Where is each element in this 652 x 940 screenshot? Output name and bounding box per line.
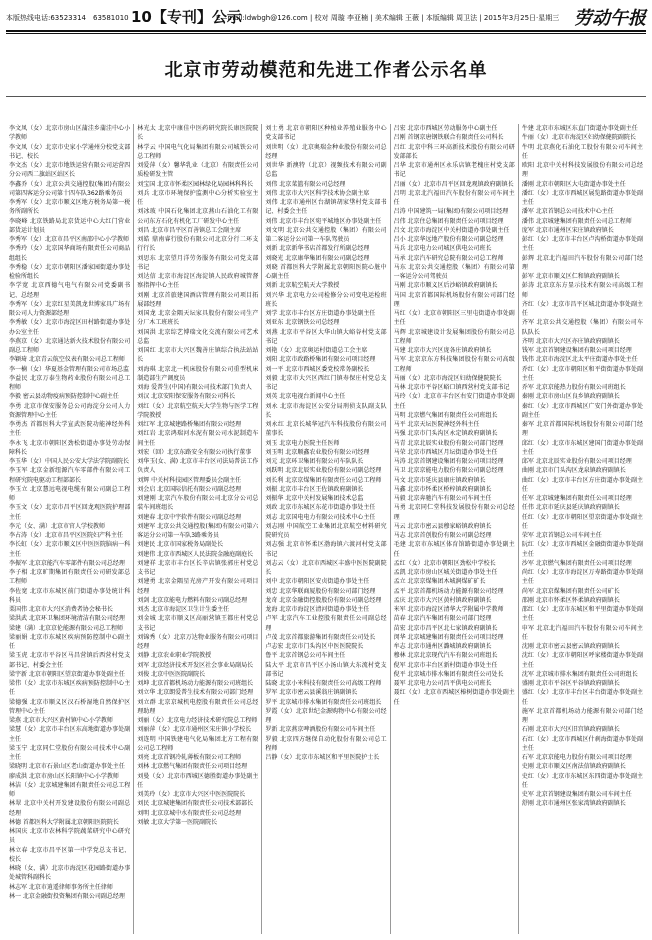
name-entry: 李秀军（女）北京市顺义区地方税务局第一税务所副所长 (9, 199, 131, 216)
name-entry: 刘中 北京市朝阳区安贞街道办事处主任 (265, 578, 370, 586)
name-entry: 潘红（女）北京市西城区展览路街道办事处副主任 (521, 189, 644, 206)
name-entry: 沈红（女）北京市朝阳区呼家楼街道办事处副主任 (521, 652, 644, 669)
name-entry: 梁玉宁 北京同仁堂股份有限公司技术中心副主任 (9, 744, 131, 761)
name-entry: 马强 北京市门头沟区永定镇政府副镇长 (393, 430, 498, 438)
name-entry: 马兵 北京电力公司城区供电公司班长 (393, 245, 492, 253)
name-entry: 刘新 北京航空航天大学教授 (265, 282, 340, 290)
name-entry: 刘国红 北京市大兴区魏善庄镇综合执法站站长 (137, 347, 259, 364)
name-entry: 李益民 北京万泰生物药业股份有限公司总工程师 (9, 374, 131, 391)
name-entry: 刘一平 北京市西城区委党校常务副校长 (265, 365, 370, 373)
name-entry: 卢志宏 北京市门头沟区中医医院院长 (265, 643, 364, 650)
name-entry: 刘爱萍（女）馨华乳业（北京）有限责任公司质检研发主管 (137, 162, 259, 179)
title-divider (6, 96, 646, 97)
name-entry: 陆大平 北京市昌平区小汤山镇大东流村党支部书记 (265, 661, 387, 678)
name-entry: 林立春 北京市昌平区第一中学党总支书记、校长 (9, 846, 131, 863)
name-entry: 李秀军（女）北京市昌平区南邵中心小学教师 (9, 236, 130, 243)
name-entry: 马荣 北京市西城区月坛街道办事处主任 (393, 448, 498, 456)
name-entry: 梁晓明 北京市石景山区老山街道办事处主任 (9, 763, 125, 771)
name-entry: 李玉立 北京慧远电视电缆有限公司副总工程师 (9, 485, 131, 502)
name-entry: 吕涛 中国建筑一局(集团)有限公司项目经理 (393, 208, 509, 216)
name-entry: 林志军 北京市逍遥律师事务所主任律师 (9, 883, 113, 891)
name-entry: 申军 北京北汽福田汽车股份有限公司车间主任 (521, 624, 644, 641)
name-entry: 马鑫 北京市怀柔区桥梓镇政府副镇长 (393, 485, 492, 493)
name-entry: 刘新 北京新华书店首都发行所副总经理 (265, 245, 370, 253)
name-entry: 罗新 北京燕京啤酒股份有限公司车间主任 (265, 726, 376, 734)
name-entry: 李占涛（女）北京市昌平区医院妇产科主任 (9, 532, 124, 539)
name-entry: 刘伟 北京市大兴区科学技术协会副主席 (265, 189, 370, 197)
name-entry: 林翠 北京中关村开发建设股份有限公司副总经理 (9, 800, 131, 817)
name-entry: 邵红（女）北京市东城区和平里街道办事处副主任 (521, 606, 644, 623)
name-entry: 刘敏 北京大学第一医院副院长 (137, 818, 218, 826)
name-entry: 李秀玲（女）北京国华商场有限责任公司商品组组长 (9, 245, 131, 262)
name-entry: 刘亮 北京首钢冷轧薄板有限公司工程师 (137, 754, 242, 761)
name-entry: 刘剑 北京京能电力燃料有限公司副总经理 (137, 596, 248, 604)
name-entry: 聂军 北京电力公司昌平供电公司班长 (393, 680, 492, 687)
name-entry: 牛明 北京燕化石油化工股份有限公司车间主任 (521, 143, 644, 160)
name-entry: 刘文明 北京公共交通控股（集团）有限公司第二客运分公司第一车队驾驶员 (265, 226, 387, 243)
name-entry: 林光太 北京中康佳中医药研究院长康医院院长 (137, 125, 259, 142)
name-entry: 刘国洪 北京综艺博瑞文化交流有限公司艺术总监 (137, 328, 259, 345)
name-entry: 钱军 北京首钢建设集团有限公司项目经理 (521, 347, 632, 354)
name-entry: 欧阳 北京中关村科技发展股份有限公司总经理 (521, 162, 644, 179)
name-entry: 牛丽（女）北京市海淀区妇幼保健院副院长 (521, 134, 636, 142)
name-entry: 刘连明 中国铁建电气化局集团北方工程有限公司总工程师 (137, 735, 259, 752)
name-entry: 李玉文（女）北京市昌平区回龙观医院护理部主任 (9, 504, 131, 521)
name-entry: 梁慧（女）北京市丰台区东高地街道办事处副主任 (9, 726, 131, 743)
name-entry: 李玉华（女）中国人民公安大学法学院副院长 (9, 458, 130, 465)
name-entry: 刘曼（女）北京市西城区德胜街道办事处副主任 (137, 772, 259, 789)
name-entry: 秦刚 北京市房山区良乡镇政府副镇长 (521, 393, 620, 401)
name-entry: 梁伟（女）北京市东城区疾病预防控制中心主任 (9, 680, 131, 697)
name-entry: 罗军 北京市密云县溪翁庄镇副镇长 (265, 689, 358, 697)
name-entry: 刘宏（回）北京东路安全有限公司执行董事 (137, 448, 252, 456)
name-entry: 刘建军 北京公共交通控股(集团)有限公司第六客运分公司第一车队3路乘务员 (137, 522, 259, 539)
name-entry: 刘刚 北京首旅建国酒店管理有限公司项目拓展部经理 (137, 291, 259, 308)
notice-title: 北京市劳动模范和先进工作者公示名单 (164, 60, 488, 81)
section-name: 【专刊】公示 (151, 8, 242, 26)
name-entry: 梁洪武 北京环卫集团环境清洁有限公司经理 (9, 615, 125, 623)
name-entry: 李毅 密云县动物疫病预防控制中心副主任 (9, 393, 119, 401)
name-entry: 刘伟 北京市通州区台湖镇胡家垡村党支部书记、村委会主任 (265, 199, 387, 216)
name-entry: 李文杰（女）北京市地铁运营有限公司运营四分公司西二旗站区站区长 (9, 162, 131, 179)
name-entry: 乔军 北京京能热力股份有限公司班组长 (521, 384, 626, 391)
name-entry: 刘世明（女）北京奥瑞金种业股份有限公司总经理 (265, 143, 387, 160)
name-entry: 闵华 北京城建集团有限责任公司项目经理 (393, 633, 504, 641)
name-entry: 马东 北京公共交通控股（集团）有限公司第一客运分公司驾驶员 (393, 263, 515, 280)
name-entry: 史刚 北京市顺义区南法信镇政府副镇长 (521, 763, 626, 771)
name-entry: 李秀军（女）北京红星美凯龙世博家具广场有限公司人力资源部经理 (9, 300, 131, 317)
page-number: 10 (131, 8, 152, 26)
name-entry: 林学云 中国电气化局集团有限公司城铁公司总工程师 (137, 143, 259, 160)
name-entry: 刘皓 鼎南睿行股份有限公司北京分行二环支行行长 (137, 236, 259, 253)
name-entry: 刘红岩 北京鸿瑞河水泥有限公司水泥制造车间主任 (137, 430, 259, 447)
name-entry: 刘美玲（女）北京市大兴区中医医院院长 (137, 791, 246, 798)
name-entry: 李佐宽 北京市东城区前门街道办事处统计科科员 (9, 587, 131, 604)
name-entry: 吕丽（女）北京市昌平区回龙观镇政府副镇长 (393, 180, 514, 188)
name-entry: 秦军 北京首都国际机场股份有限公司部门经理 (521, 421, 644, 438)
name-entry: 阮红（女）北京市西城区金融街街道办事处副主任 (521, 541, 644, 558)
name-entry: 李鑫乔（女）北京公共交通控股(集团)有限公司第四客运分公司第十四车队362路乘务员 (9, 180, 131, 197)
name-entry: 刘亚东 北京钢铁公司总经理 (265, 319, 340, 327)
name-entry: 刘建祥 北京市丰台区长辛店镇张郭庄村党总支书记 (137, 559, 259, 576)
name-entry: 刘建民 北京市国家税务局副处长 (137, 541, 224, 549)
hotline-info: 本版热线电话:63523314 63581010 (6, 14, 129, 22)
name-entry: 刘伟 北京菜篮有限公司总经理 (265, 180, 346, 188)
name-entry: 刘民 北京城建集团有限责任公司技术部部长 (137, 800, 254, 808)
name-entry: 齐红（女）北京市昌平区城北街道办事处副主任 (521, 300, 644, 317)
name-entry: 刘世华 新澳特（北京）视频技术有限公司副总监 (265, 162, 387, 179)
name-entry: 孟庆 北京市大兴区黄村镇政府副镇长 (393, 596, 492, 604)
name-entry: 李长虹（女）北京市顺义区中医医院脑病一科主任 (9, 541, 131, 558)
name-entry: 李学宽 北京西德气电气有限公司党委副书记、总经理 (9, 282, 131, 299)
name-entry: 李文凤（女）北京市房山区蒲洼乡蒲洼中心小学教师 (9, 125, 131, 142)
name-entry: 廖成洪 北京市房山区长阳镇中心小学教师 (9, 772, 119, 780)
name-entry: 刘晓光 北京康华集团有限公司副总经理 (265, 254, 370, 262)
name-entry: 刘志刚 中国航空工业集团北京航空材料研究院研究员 (265, 522, 387, 539)
name-entry: 林一 北京金融街投资集团有限公司副总经理 (9, 892, 125, 900)
name-entry: 邱军 北京北辰实业股份有限公司项目经理 (521, 458, 632, 465)
name-entry: 苗宏 北京市昌平区北七家镇政府副镇长 (393, 624, 498, 632)
name-entry: 刘阳 北京市政路桥集团有限公司项目经理 (265, 356, 376, 364)
name-entry: 刘海琪 北京北一机床股份有限公司重型机床制造部生产调度员 (137, 365, 259, 382)
name-entry: 乔红（女）北京市朝阳区和平街街道办事处副主任 (521, 365, 644, 382)
name-entry: 曲刚 北京市门头沟区龙泉镇政府副镇长 (521, 467, 626, 475)
name-entry: 沈刚 北京市密云县密云镇政府副镇长 (521, 643, 620, 650)
name-entry: 马林 北京市平谷区峪口镇西营村党支部书记 (393, 384, 510, 391)
name-entry: 李玉军 北京金新纽源汽车零部件有限公司工程研究院电驱动工程部部长 (9, 467, 131, 484)
name-entry: 刘永红 北京长城华冠汽车科技股份有限公司董事长 (265, 421, 387, 438)
name-entry: 盛刚 北京市平谷区平谷镇政府副镇长 (521, 680, 620, 687)
name-entry: 李勇杰 首都医科大学宣武医院功能神经外科主任 (9, 421, 131, 438)
name-list-columns (6, 124, 646, 934)
name-entry: 马红（女）北京市朝阳区三里屯街道办事处副主任 (393, 310, 515, 327)
name-entry: 马云 北京市密云县穆家峪镇政府镇长 (393, 522, 492, 530)
name-entry: 刘辉 中关村科技园区管理委员会副主任 (137, 476, 242, 484)
name-entry: 潘刚 北京市朝阳区大屯街道办事处主任 (521, 180, 626, 188)
name-entry: 吕宏 北京市西城区劳动服务中心副主任 (393, 125, 498, 132)
name-entry: 刘忠 北京华联商厦股份有限公司部门经理 (265, 587, 376, 595)
name-entry: 罗平 北京城市排水集团有限责任公司班组长 (265, 698, 382, 706)
name-entry: 刘俊 北京中医医院副院长 (137, 670, 206, 678)
name-entry: 李永飞 北京市朝阳区劲松街道办事处劳动保障科长 (9, 439, 131, 456)
name-entry: 刘思东 北京望月洋劳务服务有限公司党支部书记 (137, 254, 259, 271)
name-entry: 梁宇新 北京市朝阳区望京街道办事处副主任 (9, 670, 125, 678)
name-entry: 梁燕 北京市大兴区黄村镇中心小学教师 (9, 717, 113, 724)
name-entry: 施军 北京首都机场动力能源有限公司部门经理 (521, 707, 644, 724)
name-entry: 彭辉 北京北汽福田汽车股份有限公司部门经理 (521, 254, 644, 271)
name-entry: 尚军 北京京煤集团有限责任公司矿长 (521, 587, 620, 595)
name-entry: 史军 北京首钢建设集团有限公司车间主任 (521, 791, 632, 798)
name-entry: 刘英 北京电视台新闻中心主任 (265, 393, 346, 401)
name-entry: 李晓峰 北京铁路局北京货运中心大红门营业部货运计划员 (9, 217, 131, 234)
name-entry: 马建 北京市大兴区庞各庄镇政府镇长 (393, 347, 492, 354)
name-entry: 李秀稳（女）北京市朝阳区潘家园街道办事处检验所组长 (9, 263, 131, 280)
name-entry: 龙海 北京市海淀区清河街道办事处主任 (265, 606, 370, 613)
name-entry: 梁建（满）北京京伦能源有限公司总工程师 (9, 624, 124, 632)
name-entry: 毛建 北京市东城区体育馆路街道办事处副主任 (393, 541, 515, 558)
name-entry: 刘振华 北京中关村发展集团技术总监 (265, 495, 364, 502)
name-entry: 林德 首都医科大学附属北京朝阳医院院长 (9, 818, 119, 826)
name-entry: 刘红（女）北京航空航天大学生物与医学工程学院教授 (137, 402, 259, 419)
name-entry: 曲红（女）北京市丰台区方庄街道办事处副主任 (521, 476, 644, 493)
name-entry: 刘志云（女）北京市西城区丰盛中医医院副院长 (265, 559, 387, 576)
name-entry: 刘海 爱普生(中国)有限公司技术部门负责人 (137, 384, 252, 391)
name-entry: 马国 北京首都国际机场股份有限公司部门经理 (393, 291, 515, 308)
name-entry: 李燕京（女）北京通达新火技术股份有限公司副总工程师 (9, 337, 131, 354)
name-entry: 刘元 北京环卫集团有限公司车队队长 (265, 458, 364, 465)
text-column (518, 124, 646, 934)
name-entry: 李文凤（女）北京市史家小学通州分校党支部书记、校长 (9, 143, 131, 160)
name-entry: 梁德强 北京市顺义区汉石桥湿地自然保护区管理中心主任 (9, 698, 131, 715)
name-entry: 齐军 北京公共交通控股（集团）有限公司车队队长 (521, 319, 644, 336)
name-entry: 刘伟 北京市丰台区宛平城地区办事处副主任 (265, 217, 382, 225)
name-entry: 刘立群 北京京城机电控股有限责任公司总经理助理 (137, 698, 259, 715)
name-entry: 李勇 北京市保安服务总公司海淀分公司人力资源管理中心主任 (9, 402, 131, 419)
name-entry: 吕明 北京北汽福田汽车股份有限公司车间主任 (393, 189, 515, 206)
name-entry: 刘红军 北京城建路桥集团有限公司经理 (137, 421, 242, 428)
name-entry: 刘玉 北京电力医院主任医师 (265, 439, 340, 447)
newspaper-logo: 劳动午报 (574, 8, 646, 29)
name-entry: 刘燕 北京市平谷区大华山镇大峪谷村党支部书记 (265, 328, 387, 345)
text-column (6, 124, 133, 934)
name-entry: 刘华玉(女、满) 北京市丰台区司法局普法工作负责人 (137, 458, 259, 475)
name-entry: 潘军 北京首钢总公司技术中心主任 (521, 208, 614, 216)
text-column (261, 124, 389, 934)
name-entry: 刘宝国 北京市怀柔区园林绿化局园林科科长 (137, 180, 254, 188)
name-entry: 舒刚 北京市通州区张家湾镇政府副镇长 (521, 800, 626, 808)
name-entry: 刘坤 北京首都机场动力能源有限公司班组长 (137, 680, 254, 687)
name-entry: 李颖琦 北京青云航空仪表有限公司总工程师 (9, 356, 125, 364)
name-entry: 刘冰玻 中国石化集团北京燕山石油化工有限公司东方石化有机化工厂研发中心主任 (137, 208, 259, 225)
name-entry: 刘艳（女）北京奥运村街道总工会主席 (265, 347, 368, 354)
name-entry: 刘昌 北京市昌平区百善镇总工会副主席 (137, 226, 242, 234)
name-entry: 沈军 北京城市排水集团有限责任公司班组长 (521, 670, 638, 678)
name-entry: 石刚 北京市大兴区旧宫镇政府副镇长 (521, 726, 620, 734)
name-entry: 吕伟 北京住总集团有限责任公司项目经理 (393, 217, 504, 225)
name-entry: 彭红（女）北京市丰台区卢沟桥街道办事处副主任 (521, 236, 644, 253)
name-entry: 沙军 北京燃气集团有限责任公司项目经理 (521, 559, 632, 567)
name-entry: 马玲（女）北京市丰台区右安门街道办事处副主任 (393, 393, 515, 410)
name-entry: 米军 北京市海淀区清华大学附属中学教师 (393, 606, 504, 613)
name-entry: 刘达信 北京市海淀区海淀镇人民政府城管督察指挥中心主任 (137, 273, 259, 290)
name-entry: 荣军 北京首钢总公司车间主任 (521, 532, 602, 539)
name-entry: 史红（女）北京市东城区东四街道办事处副主任 (521, 772, 644, 789)
name-entry: 罗毅 北京四方继保自动化股份有限公司总工程师 (265, 735, 387, 752)
name-entry: 马毅 北京奔驰汽车有限公司车间主任 (393, 495, 492, 502)
name-entry: 聂红（女）北京市西城区椿树街道办事处副主任 (393, 689, 515, 706)
name-entry: 倪军 北京市丰台区新村街道办事处主任 (393, 661, 498, 669)
name-entry: 吕红 北京中科三环高新技术股份有限公司研发部部长 (393, 143, 515, 160)
name-entry: 卢茂 北京首都旅游集团有限责任公司处长 (265, 633, 376, 641)
name-entry: 刘学 北京市丰台区方庄街道办事处副主任 (265, 310, 376, 317)
name-entry: 倪平 北京城市排水集团有限责任公司处长 (393, 670, 504, 678)
name-entry: 孟凯 北京市房山区城关街道办事处主任 (393, 569, 498, 576)
name-entry: 吕华 北京市通州区永乐店镇老槐庄村党支部书记 (393, 162, 515, 179)
name-entry: 马涛 北京首钢建设集团有限公司项目经理 (393, 458, 504, 465)
text-column (390, 124, 518, 934)
name-entry: 彭军 北京市顺义区仁和镇政府副镇长 (521, 273, 620, 280)
name-entry: 李子相 北京旷期集团有限责任公司研发部总工程师 (9, 569, 131, 586)
name-entry: 吕静（女）北京市东城区和平里医院护士长 (265, 754, 380, 761)
name-entry: 李秀敏（女）北京市海淀区田村路街道办事处办公室主任 (9, 319, 131, 336)
name-entry: 孟立 北京京煤集团木城涧煤矿矿长 (393, 578, 486, 586)
name-entry: 刘兴华 北京电力公司检修分公司变电运检班班长 (265, 291, 387, 308)
header-rule-thin (6, 33, 646, 34)
name-entry: 陆晓 北京小米科技有限责任公司高级工程师 (265, 680, 382, 687)
name-entry: 刘锦秀（女）北京万达物业服务有限公司项目经理 (137, 633, 259, 650)
name-entry: 庞军 北京市通州区宋庄镇政府镇长 (521, 226, 614, 234)
name-entry: 任军 北京城建集团有限责任公司项目经理 (521, 495, 632, 502)
name-entry: 马勇 北京同仁堂科技发展股份有限公司总经理 (393, 504, 515, 521)
name-entry: 刘士勇 北京市朝阳区种植业养殖业服务中心党支部书记 (265, 125, 387, 142)
name-entry: 刘明 北京京城中水有限责任公司总经理 (137, 809, 242, 817)
name-entry: 秦红（女）北京市西城区广安门外街道办事处副主任 (521, 402, 644, 419)
name-entry: 邱红（女）北京市东城区建国门街道办事处副主任 (521, 439, 644, 456)
name-entry: 刘长利 北京京煤集团有限责任公司总工程师 (265, 476, 382, 484)
name-entry: 卢军 北京汽车工业控股有限责任公司副总经理 (265, 615, 387, 632)
name-entry: 梁玉虎 北京市平谷区马昌营镇后西营村党支部书记、村委会主任 (9, 652, 131, 669)
name-entry: 孟红（女）北京市朝阳区劲松中学校长 (393, 559, 496, 567)
name-entry: 吕小 北京华远地产股份有限公司副总经理 (393, 236, 504, 243)
name-entry: 马辉 北京城建设计发展集团股份有限公司总工程师 (393, 328, 515, 345)
name-entry: 刘建勇 北京金隅星光房产开发有限公司项目经理 (137, 578, 259, 595)
name-entry: 潘伟 北京城建集团有限责任公司总工程师 (521, 217, 632, 225)
name-entry: 马明 北京燃气集团有限责任公司班组长 (393, 411, 498, 419)
name-entry: 刘建伟 北京市西城区人民法院金融庭副庭长 (137, 550, 254, 558)
name-entry: 任伟 北京市延庆县延庆镇政府副镇长 (521, 504, 620, 512)
name-entry: 林洁（女）北京城建集团有限责任公司总工程师 (9, 781, 131, 798)
name-entry: 李元（女、满）北京市官人学校教师 (9, 522, 106, 530)
name-entry: 林晓（女、满）北京市海淀区花园路街道办事处城管科副科长 (9, 865, 131, 882)
name-entry: 刘毅 北京市大兴区西红门镇寿保庄村党总支书记 (265, 374, 387, 391)
name-entry: 刘志强 北京市怀柔区渤海镇六渡河村党支部书记 (265, 541, 387, 558)
name-entry: 任红（女）北京市朝阳区望京街道办事处副主任 (521, 513, 644, 530)
name-entry: 吕文 北京市海淀区中关村街道办事处副主任 (393, 226, 510, 234)
name-entry: 刘玉明 北京顺鑫农业股份有限公司经理 (265, 448, 370, 456)
name-entry: 苗春 北京汽车集团有限公司部门经理 (393, 615, 492, 623)
name-entry: 刘静 北京农业职业学院教授 (137, 652, 212, 660)
name-entry: 穆林 北京北京现代汽车有限公司班组长 (393, 652, 498, 660)
name-entry: 马军 北京京东方科技集团股份有限公司高级工程师 (393, 356, 515, 373)
name-entry: 李一楠（女）华夏基金管理有限公司市场总监 (9, 365, 130, 373)
name-entry: 罗霞（女）北京世纪金源购物中心有限公司经理 (265, 707, 387, 724)
name-entry: 马志 北京首创股份有限公司副总经理 (393, 532, 492, 539)
name-entry: 牛建 北京市东城区东直门街道办事处副主任 (521, 125, 638, 132)
name-entry: 刘国龙 北京金隅天坛家具股份有限公司生产分厂木工班班长 (137, 310, 259, 327)
name-entry: 刘丽萍（女）北京市通州区宋庄镇小学校长 (137, 726, 252, 734)
name-entry: 刘政 北京市东城区东花市街道办事处主任 (265, 504, 376, 512)
name-entry: 刘晓 首都医科大学附属北京朝阳医院心脏中心副主任 (265, 263, 387, 280)
name-entry: 刘立华 北京朗爱普生技术有限公司部门经理 (137, 689, 254, 697)
name-entry: 李振军 北京京能汽车零部件有限公司总经理 (9, 559, 125, 567)
name-entry: 马承 北京汽车研究总院有限公司总工程师 (393, 254, 504, 262)
page-header (6, 6, 646, 28)
name-entry: 刘兵 北京市环境保护监测中心分析实验室主任 (137, 189, 259, 206)
name-entry: 尚红（女）北京市海淀区万寿路街道办事处副主任 (521, 569, 644, 586)
name-entry: 吕刚 首钢京唐钢铁联合有限责任公司科长 (393, 134, 504, 142)
name-entry: 刘振 北京市丰台区王佐镇政府副镇长 (265, 485, 364, 493)
name-entry: 鲁平 北京首钢总公司车间主任 (265, 652, 346, 660)
name-entry: 盛红（女）北京市丰台区丰台街道办事处副主任 (521, 689, 644, 706)
name-entry: 梁丽娟 北京市东城区疾病预防控制中心副主任 (9, 633, 131, 650)
name-entry: 刘志 北京国电电力有限公司技术中心主任 (265, 513, 376, 521)
name-entry: 彭涛 北京京东方显示技术有限公司高级工程师 (521, 282, 644, 299)
name-entry: 刘丽（女）北京电力经济技术研究院总工程师 (137, 717, 258, 724)
name-entry: 石红（女）北京市西城区什刹海街道办事处副主任 (521, 735, 644, 752)
header-rule-thick (6, 30, 646, 32)
name-entry: 石军 北京京能电力股份有限公司项目经理 (521, 754, 632, 761)
name-entry: 马刚 北京市顺义区后沙峪镇政府副镇长 (393, 282, 498, 290)
name-entry: 邵刚 北京市怀柔区怀柔镇政府副镇长 (521, 596, 620, 604)
name-entry: 牟志 北京市通州区潞城镇政府副镇长 (393, 643, 492, 650)
name-entry: 马文 北京市延庆县康庄镇政府镇长 (393, 476, 486, 484)
name-entry: 龙奇 北京金融街控股股份有限公司副总经理 (265, 596, 382, 604)
name-entry: 刘汉 北京安阳保安服务有限公司科长 (137, 393, 236, 401)
name-entry: 刘会启 北京国际信托有限公司副总经理 (137, 485, 242, 493)
name-entry: 林国庆 北京市农林科学院蔬菜研究中心研究员 (9, 828, 131, 845)
name-entry: 刘永 北京市海淀区公安分局刑侦支队副支队长 (265, 402, 387, 419)
name-entry: 刘林 北京燃气集团有限责任公司项目经理 (137, 763, 248, 771)
name-entry: 钱伟 北京市海淀区北太平庄街道办事处主任 (521, 356, 638, 364)
name-entry: 刘军 北京经济技术开发区社会事业局副局长 (137, 661, 254, 669)
name-entry: 马青 北京北辰实业股份有限公司部门经理 (393, 439, 504, 447)
editor-info: E—mail:ldwbgh@126.com | 校对 周璇 李亚楠 | 美术编辑 王薇 | 本版编辑 周卫法 | 2015年3月25日·星期三 (216, 14, 560, 22)
name-entry: 马平 北京天坛医院神经外科主任 (393, 421, 480, 428)
name-entry: 刘建春 北京中宇软件有限公司副总经理 (137, 513, 242, 521)
name-entry: 栗国伟 北京市大兴区消费者协会秘书长 (9, 606, 113, 613)
name-entry: 齐明 北京市大兴区亦庄镇政府副镇长 (521, 337, 620, 345)
name-entry: 马卫 北京京能电力股份有限公司副总经理 (393, 467, 504, 475)
name-entry: 刘跃明 北京北辰实业股份有限公司副总经理 (265, 467, 382, 475)
name-entry: 刘杰 北京市海淀区卫生计生委主任 (137, 606, 230, 613)
text-column (133, 124, 261, 934)
name-entry: 刘建刚 北京汽车股份有限公司北京分公司总装车间班组长 (137, 495, 259, 512)
name-entry: 马丽（女）北京市海淀区妇幼保健院院长 (393, 374, 502, 382)
name-entry: 刘金城 北京市顺义区高丽营镇王都庄村党总支书记 (137, 615, 259, 632)
name-entry: 孟平 北京首都机场动力能源有限公司经理 (393, 587, 504, 595)
